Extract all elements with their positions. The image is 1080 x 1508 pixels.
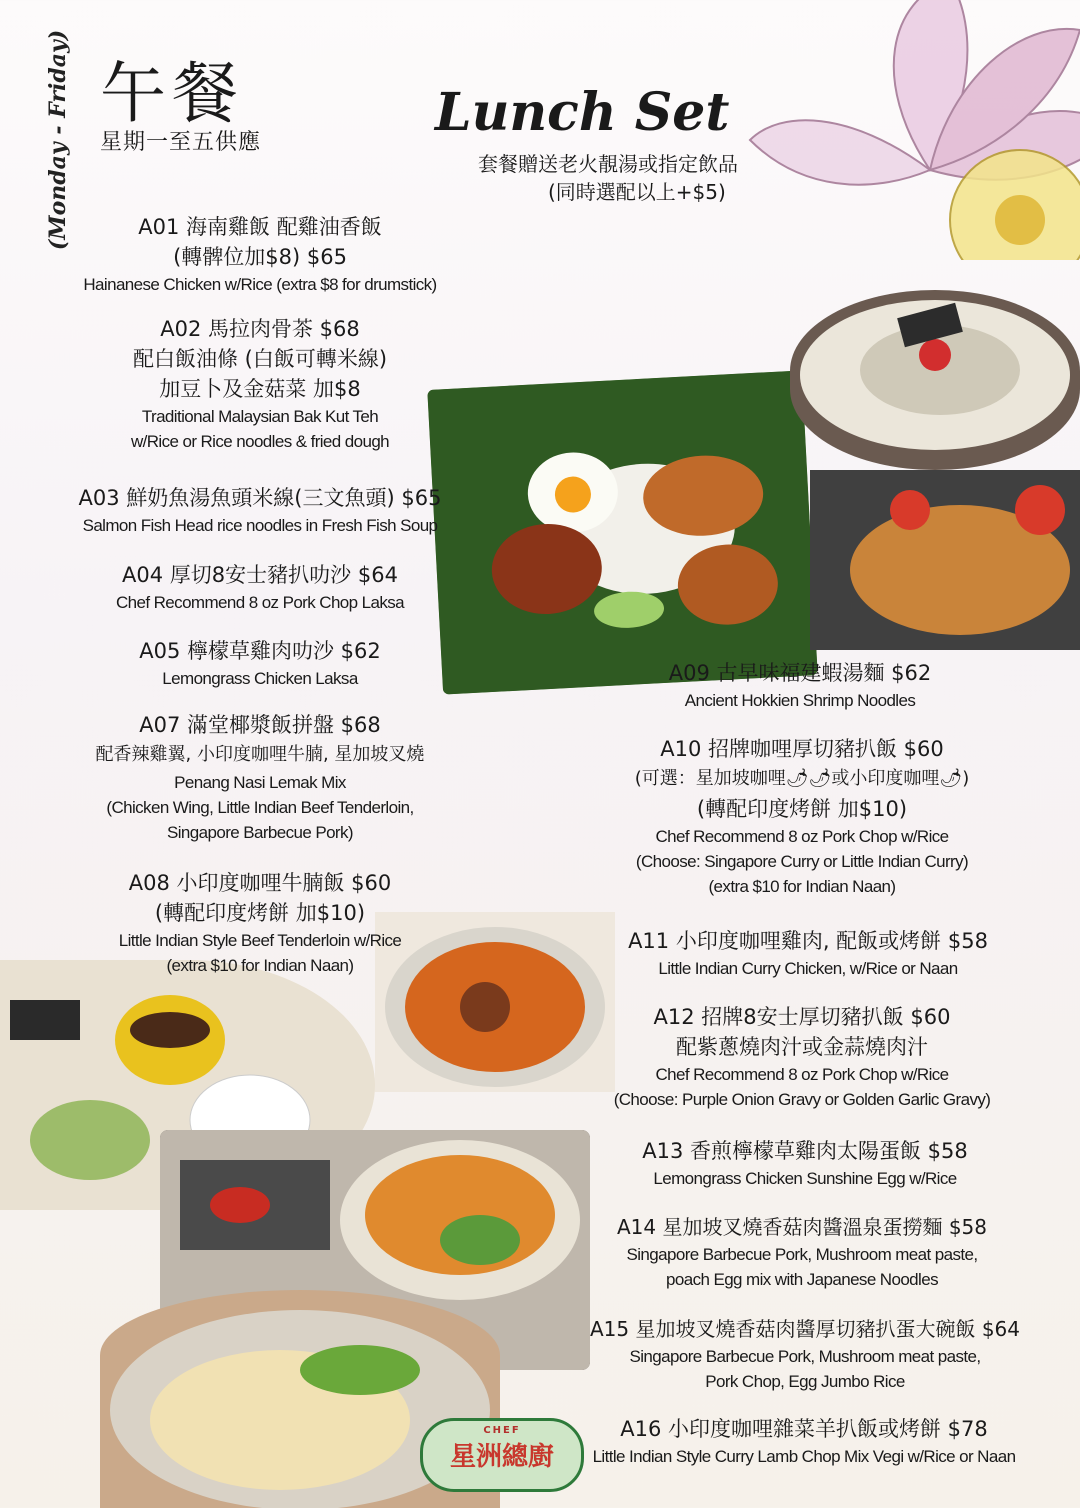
item-desc-en: Singapore Barbecue Pork) [167, 823, 353, 842]
item-desc-en: (extra $10 for Indian Naan) [708, 877, 896, 896]
item-desc-en: Chef Recommend 8 oz Pork Chop w/Rice [655, 1065, 949, 1084]
item-title-cn: (轉配印度烤餅 加$10) [696, 797, 908, 821]
photo-noodle-soup [790, 290, 1080, 470]
page-title-cn: 午餐 [100, 55, 244, 132]
item-title-cn: 配香辣雞翼, 小印度咖哩牛腩, 星加坡叉燒 [95, 744, 425, 765]
item-desc-en: Salmon Fish Head rice noodles in Fresh Fish Soup [82, 516, 438, 535]
photo-nasi-lemak [427, 370, 817, 694]
photo-pork-chop [810, 470, 1080, 650]
item-title-cn: (轉髀位加$8) $65 [173, 245, 347, 269]
flower-decoration [720, 0, 1080, 260]
menu-item-a12 [602, 1002, 1002, 1112]
item-title-cn: 配紫蔥燒肉汁或金蒜燒肉汁 [676, 1035, 928, 1059]
item-title-cn: A13 香煎檸檬草雞肉太陽蛋飯 $58 [642, 1139, 968, 1163]
menu-item-a14 [596, 1212, 1008, 1292]
item-title-cn: A07 滿堂椰漿飯拼盤 $68 [139, 713, 381, 737]
menu-item-a01 [80, 212, 440, 297]
item-title-cn: A01 海南雞飯 配雞油香飯 [138, 215, 382, 239]
item-title-cn: 加豆卜及金菇菜 加$8 [159, 377, 361, 401]
item-desc-en: (Chicken Wing, Little Indian Beef Tenderloin, [106, 798, 414, 817]
item-desc-en: (extra $10 for Indian Naan) [166, 956, 354, 975]
item-desc-en: Traditional Malaysian Bak Kut Teh [141, 407, 379, 426]
item-desc-en: Singapore Barbecue Pork, Mushroom meat paste, [626, 1245, 978, 1264]
menu-item-a07 [60, 710, 460, 845]
item-title-cn: A04 厚切8安士豬扒叻沙 $64 [122, 563, 398, 587]
subtitle-cn: 星期一至五供應 [100, 130, 262, 155]
item-desc-en: Singapore Barbecue Pork, Mushroom meat paste, [629, 1347, 981, 1366]
menu-item-a11 [608, 926, 1008, 981]
item-desc-en: Chef Recommend 8 oz Pork Chop Laksa [116, 593, 404, 612]
item-title-cn: A14 星加坡叉燒香菇肉醬溫泉蛋撈麵 $58 [616, 1215, 988, 1239]
item-title-cn: A05 檸檬草雞肉叻沙 $62 [139, 639, 381, 663]
item-desc-en: Little Indian Style Beef Tenderloin w/Rice [118, 931, 402, 950]
item-desc-en: (Choose: Purple Onion Gravy or Golden Garlic Gravy) [613, 1090, 991, 1109]
item-title-cn: A09 古早味福建蝦湯麵 $62 [668, 661, 932, 685]
item-desc-en: poach Egg mix with Japanese Noodles [666, 1270, 938, 1289]
menu-item-a08 [80, 868, 440, 978]
menu-item-a09 [630, 658, 970, 713]
item-desc-en: Chef Recommend 8 oz Pork Chop w/Rice [655, 827, 949, 846]
menu-item-a10 [612, 734, 992, 899]
menu-item-a04 [80, 560, 440, 615]
item-desc-en: Lemongrass Chicken Laksa [162, 669, 358, 688]
item-title-cn: A16 小印度咖哩雜菜羊扒飯或烤餅 $78 [620, 1417, 988, 1441]
item-desc-en: Ancient Hokkien Shrimp Noodles [684, 691, 916, 710]
item-desc-en: Penang Nasi Lemak Mix [174, 773, 346, 792]
menu-item-a13 [610, 1136, 1000, 1191]
restaurant-logo [420, 1418, 584, 1492]
logo-main-text: 星洲總廚 [449, 1442, 554, 1472]
menu-item-a15 [560, 1314, 1050, 1394]
item-title-cn: A02 馬拉肉骨茶 $68 [160, 317, 360, 341]
item-title-cn: A12 招牌8安士厚切豬扒飯 $60 [653, 1005, 951, 1029]
item-desc-en: Pork Chop, Egg Jumbo Rice [705, 1372, 905, 1391]
item-title-cn: A15 星加坡叉燒香菇肉醬厚切豬扒蛋大碗飯 $64 [589, 1317, 1021, 1341]
set-note-extra: (同時選配以上+$5) [548, 180, 726, 204]
menu-item-a16 [584, 1414, 1024, 1469]
set-note: 套餐贈送老火靚湯或指定飲品 [478, 152, 738, 176]
item-title-cn: A08 小印度咖哩牛腩飯 $60 [128, 871, 392, 895]
page-title-en: Lunch Set [435, 82, 730, 143]
item-title-cn: A11 小印度咖哩雞肉, 配飯或烤餅 $58 [628, 929, 988, 953]
item-title-cn: (可選：星加坡咖哩🌶🌶或小印度咖哩🌶) [634, 768, 970, 789]
menu-item-a05 [80, 636, 440, 691]
item-desc-en: Little Indian Curry Chicken, w/Rice or Naan [658, 959, 958, 978]
logo-top-text: CHEF [483, 1425, 521, 1436]
item-title-cn: 配白飯油條 (白飯可轉米線) [132, 347, 388, 371]
item-title-cn: (轉配印度烤餅 加$10) [154, 901, 366, 925]
item-desc-en: w/Rice or Rice noodles & fried dough [130, 432, 390, 451]
item-desc-en: Little Indian Style Curry Lamb Chop Mix Vegi w/Rice or Naan [592, 1447, 1016, 1466]
menu-item-a02 [80, 314, 440, 454]
item-desc-en: Hainanese Chicken w/Rice (extra $8 for drumstick) [83, 275, 437, 294]
weekday-label: (Monday - Friday) [45, 29, 71, 251]
menu-item-a03 [60, 483, 460, 538]
item-title-cn: A03 鮮奶魚湯魚頭米線(三文魚頭) $65 [78, 486, 442, 510]
item-desc-en: (Choose: Singapore Curry or Little Indian Curry) [635, 852, 969, 871]
item-title-cn: A10 招牌咖哩厚切豬扒飯 $60 [660, 737, 944, 761]
item-desc-en: Lemongrass Chicken Sunshine Egg w/Rice [653, 1169, 957, 1188]
